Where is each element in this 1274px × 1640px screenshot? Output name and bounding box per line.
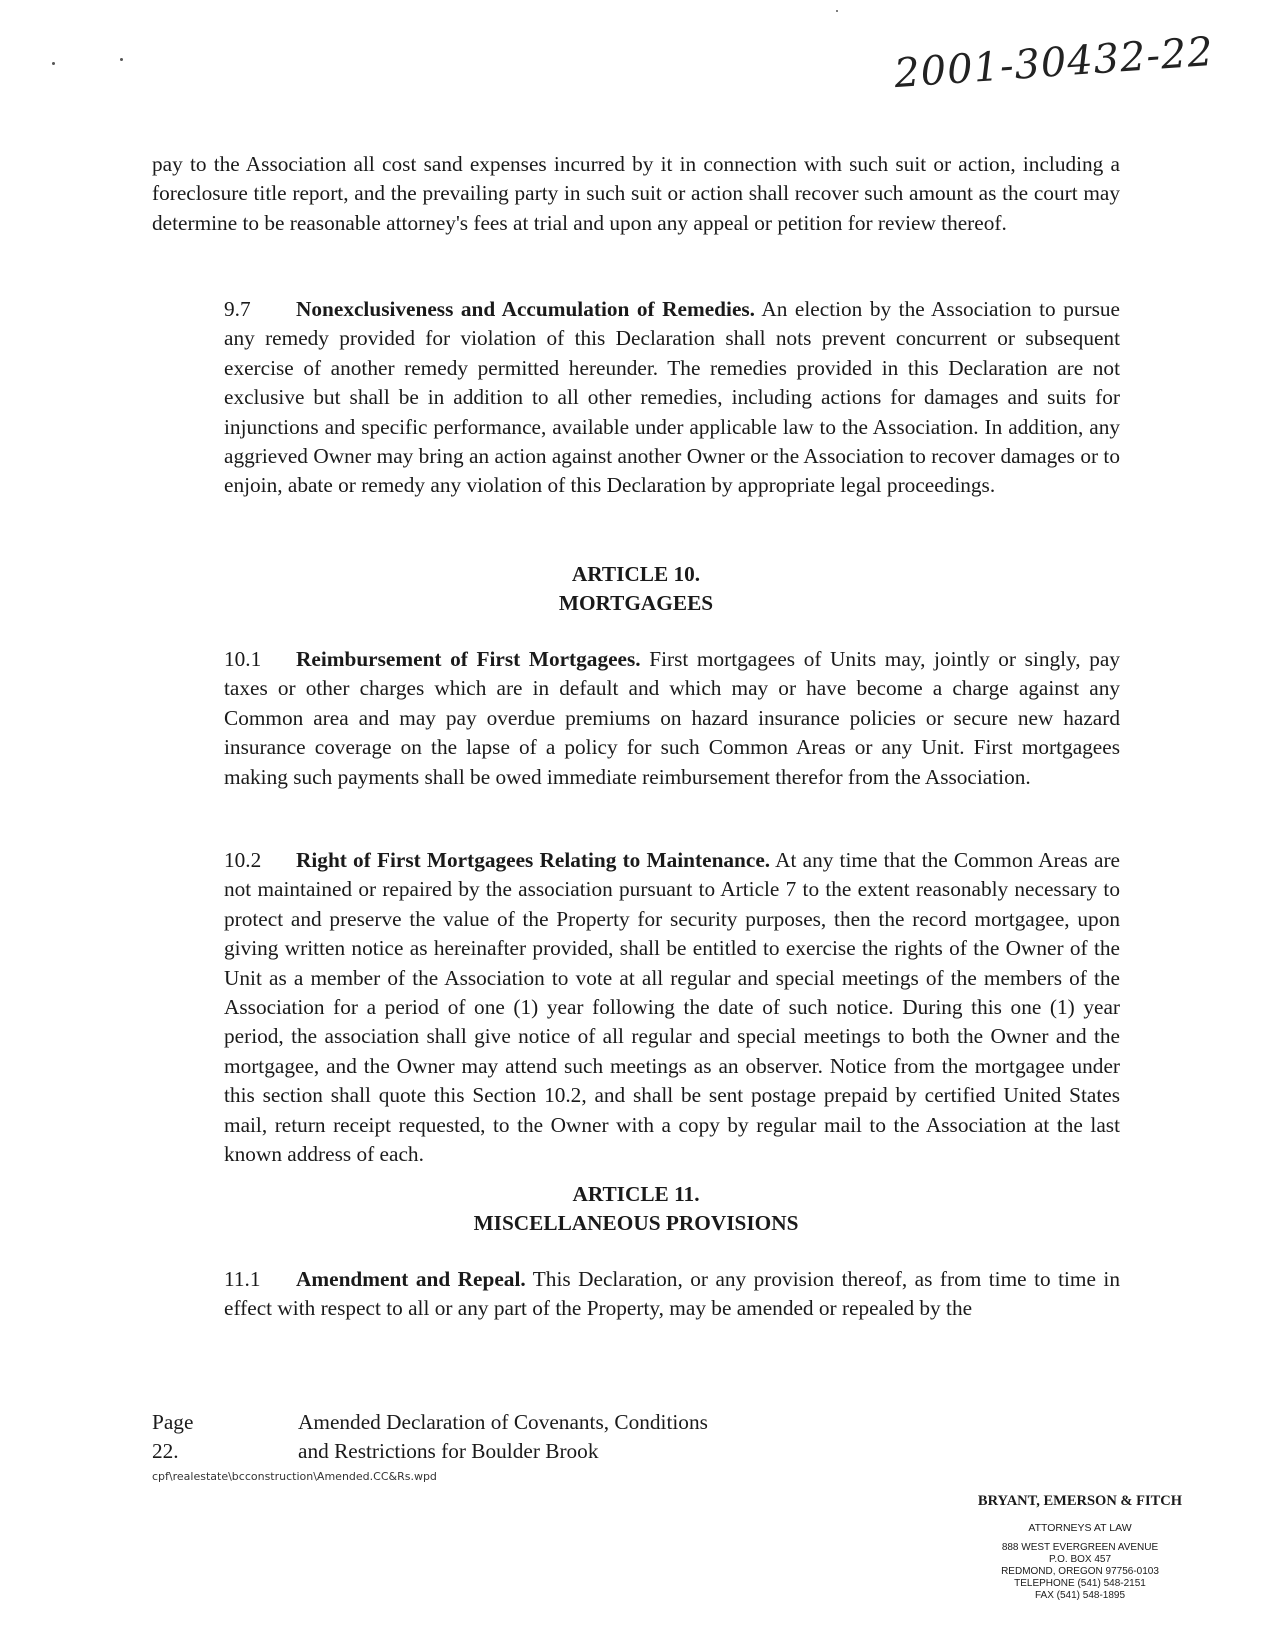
firm-address <box>960 1542 1200 1602</box>
section-heading: Nonexclusiveness and Accumulation of Remedies. <box>296 297 756 321</box>
section-number: 10.2 <box>224 848 262 872</box>
telephone: TELEPHONE (541) 548-2151 <box>1014 1578 1146 1589</box>
file-path: cpf\realestate\bcconstruction\Amended.CC&Rs.wpd <box>152 1470 437 1483</box>
section-heading: Amendment and Repeal. <box>296 1267 526 1291</box>
recording-number: 2001-30432-22 <box>892 28 1216 98</box>
section-text: An election by the Association to pursue any remedy provided for violation of this Declaration shall nots prevent concurrent or subsequent exercise of another remedy permitted hereunder. The remedies provided in this Declaration are not exclusive but shall be in addition to all other remedies, including actions for damages and suits for injunctions and specific performance, available under applicable law to the Association. In addition, any aggrieved Owner may bring an action against another Owner or the Association to recover damages or to enjoin, abate or remedy any violation of this Declaration by appropriate legal proceedings. <box>224 297 1121 498</box>
address-line: 888 WEST EVERGREEN AVENUE <box>1001 1542 1159 1553</box>
article-title: MORTGAGEES <box>558 591 714 616</box>
section-text: This Declaration, or any provision thereof, as from time to time in effect with respect to all or any part of the Property, may be amended or repealed by the <box>224 1267 1120 1321</box>
document-title-line-2: and Restrictions for Boulder Brook <box>298 1439 599 1463</box>
fax: FAX (541) 548-1895 <box>1034 1590 1126 1601</box>
section-number: 10.1 <box>224 647 262 671</box>
address-line: REDMOND, OREGON 97756-0103 <box>1001 1566 1159 1577</box>
scan-speck <box>52 62 55 65</box>
section-9-7 <box>152 295 1120 501</box>
article-label: ARTICLE 11. <box>572 1182 700 1206</box>
article-11-heading <box>152 1180 1120 1239</box>
section-number: 9.7 <box>224 297 251 321</box>
section-heading: Reimbursement of First Mortgagees. <box>296 647 641 671</box>
section-number: 11.1 <box>224 1267 261 1291</box>
section-11-1 <box>152 1265 1120 1324</box>
scan-speck <box>120 58 123 61</box>
section-text: At any time that the Common Areas are not maintained or repaired by the association pursuant to Article 7 to the extent reasonably necessary to protect and preserve the value of the Property for security purposes, then the record mortgagee, upon giving written notice as hereinafter provided, shall be entitled to exercise the rights of the Owner of the Unit as a member of the Association to vote at all regular and special meetings of the members of the Association for a period of one (1) year following the date of such notice. During this one (1) year period, the association shall give notice of all regular and special meetings to both the Owner and the mortgagee, and the Owner may attend such meetings as an observer. Notice from the mortgagee under this section shall quote this Section 10.2, and shall be sent postage prepaid by certified United States mail, return receipt requested, to the Owner with a copy by regular mail to the Association at the last known address of each. <box>224 848 1121 1167</box>
article-label: ARTICLE 10. <box>571 562 701 586</box>
article-10-heading <box>152 560 1120 619</box>
paragraph-text: pay to the Association all cost sand expenses incurred by it in connection with such suit or action, including a foreclosure title report, and the prevailing party in such suit or action shall recover such amount as the court may determine to be reasonable attorney's fees at trial and upon any appeal or petition for review thereof. <box>152 152 1120 235</box>
firm-subtitle: ATTORNEYS AT LAW <box>1028 1522 1132 1534</box>
continuation-paragraph <box>152 150 1120 238</box>
law-firm-block <box>960 1493 1200 1602</box>
scan-speck <box>836 10 838 12</box>
page-number: Page 22. <box>152 1410 194 1463</box>
section-10-2 <box>152 846 1120 1169</box>
article-title: MISCELLANEOUS PROVISIONS <box>473 1211 799 1236</box>
section-text: First mortgagees of Units may, jointly or singly, pay taxes or other charges which are in default and which may or have become a charge against any Common area and may pay overdue premiums on hazard insurance policies or secure new hazard insurance coverage on the lapse of a policy for such Common Areas or any Unit. First mortgagees making such payments shall be owed immediate reimbursement therefor from the Association. <box>224 647 1120 789</box>
address-line: P.O. BOX 457 <box>1048 1554 1112 1565</box>
document-title <box>298 1408 708 1466</box>
section-heading: Right of First Mortgagees Relating to Maintenance. <box>296 848 771 872</box>
document-title-line-1: Amended Declaration of Covenants, Conditions <box>298 1410 708 1434</box>
section-10-1 <box>152 645 1120 792</box>
firm-name: BRYANT, EMERSON & FITCH <box>977 1493 1183 1509</box>
